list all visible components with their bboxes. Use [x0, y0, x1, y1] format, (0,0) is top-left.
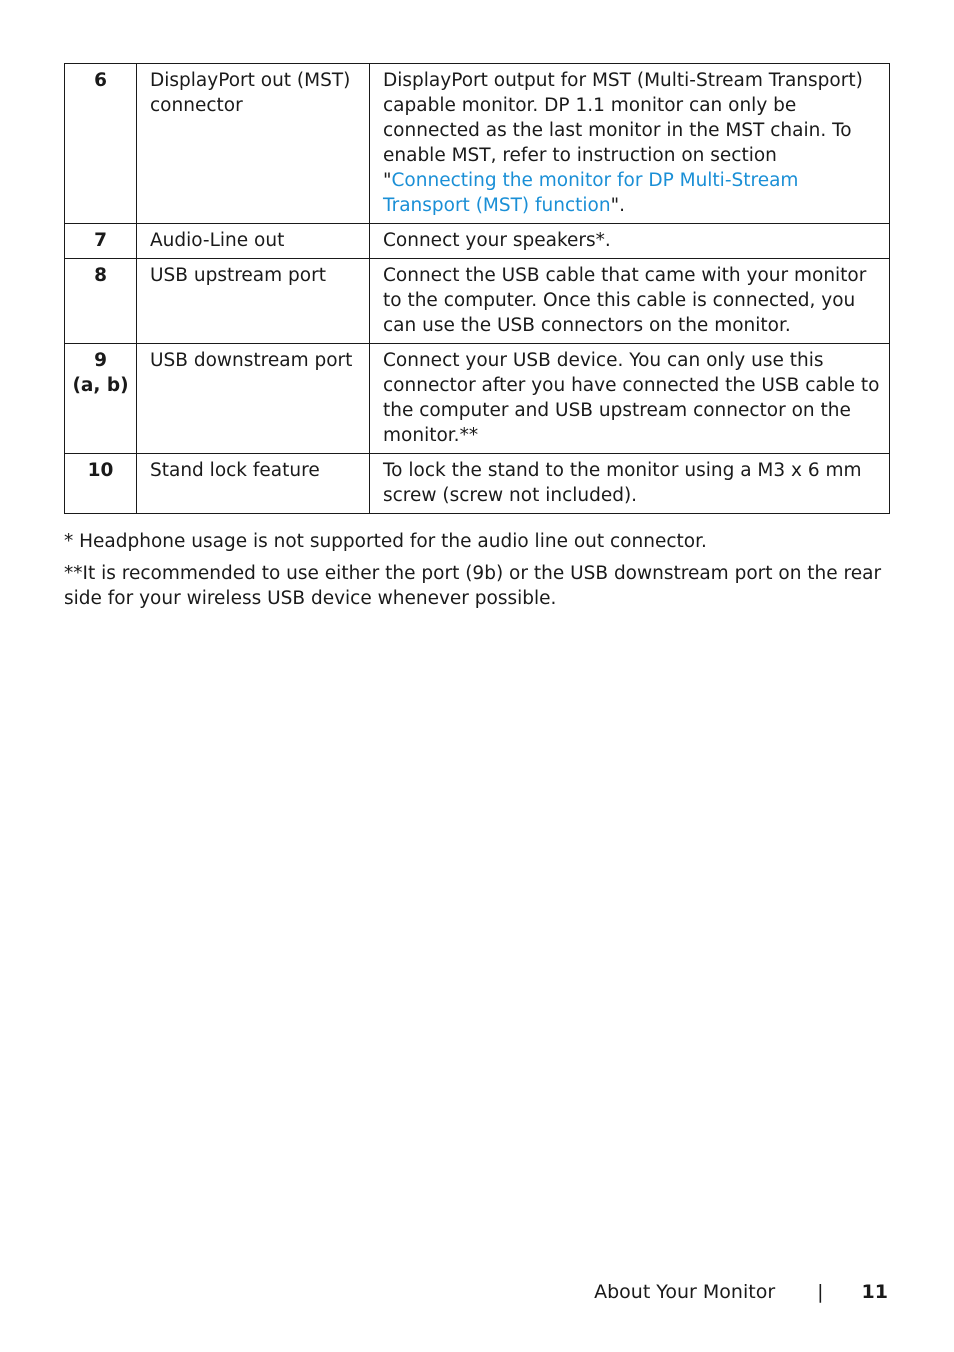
component-name: USB downstream port [137, 344, 370, 454]
component-description: To lock the stand to the monitor using a M3 x 6 mm screw (screw not included). [370, 454, 890, 514]
page-footer [594, 1280, 888, 1305]
description-text: DisplayPort output for MST (Multi-Stream Transport) capable monitor. DP 1.1 monitor can only be connected as the last monitor in the MST chain. To enable MST, refer to instruction on section " [383, 70, 863, 191]
row-number: 6 [65, 64, 137, 224]
footnote-headphone: * Headphone usage is not supported for the audio line out connector. [64, 531, 707, 552]
footnotes [64, 529, 894, 618]
table-row [65, 64, 890, 224]
component-description [370, 64, 890, 224]
component-description: Connect the USB cable that came with your monitor to the computer. Once this cable is connected, you can use the USB connectors on the monitor. [370, 259, 890, 344]
component-description: Connect your USB device. You can only use this connector after you have connected the USB cable to the computer and USB upstream connector on the monitor.** [370, 344, 890, 454]
row-number [65, 344, 137, 454]
mst-section-link[interactable]: Connecting the monitor for DP Multi-Stream Transport (MST) function [383, 170, 799, 216]
row-number-main: 9 [94, 350, 107, 371]
component-name: USB upstream port [137, 259, 370, 344]
description-text: ". [610, 195, 625, 216]
table-row [65, 259, 890, 344]
footer-section-title: About Your Monitor [594, 1281, 776, 1303]
component-name: Audio-Line out [137, 224, 370, 259]
table-row [65, 224, 890, 259]
row-number: 8 [65, 259, 137, 344]
row-number: 10 [65, 454, 137, 514]
component-name: DisplayPort out (MST) connector [137, 64, 370, 224]
table-row [65, 344, 890, 454]
component-description: Connect your speakers*. [370, 224, 890, 259]
page-number: 11 [861, 1281, 888, 1303]
component-name: Stand lock feature [137, 454, 370, 514]
row-number: 7 [65, 224, 137, 259]
row-number-sub: (a, b) [72, 375, 129, 396]
footnote-wireless-usb: **It is recommended to use either the port (9b) or the USB downstream port on the rear side for your wireless USB device whenever possible. [64, 563, 882, 609]
footer-separator: | [817, 1281, 824, 1303]
connector-spec-table [64, 63, 890, 514]
table-row [65, 454, 890, 514]
